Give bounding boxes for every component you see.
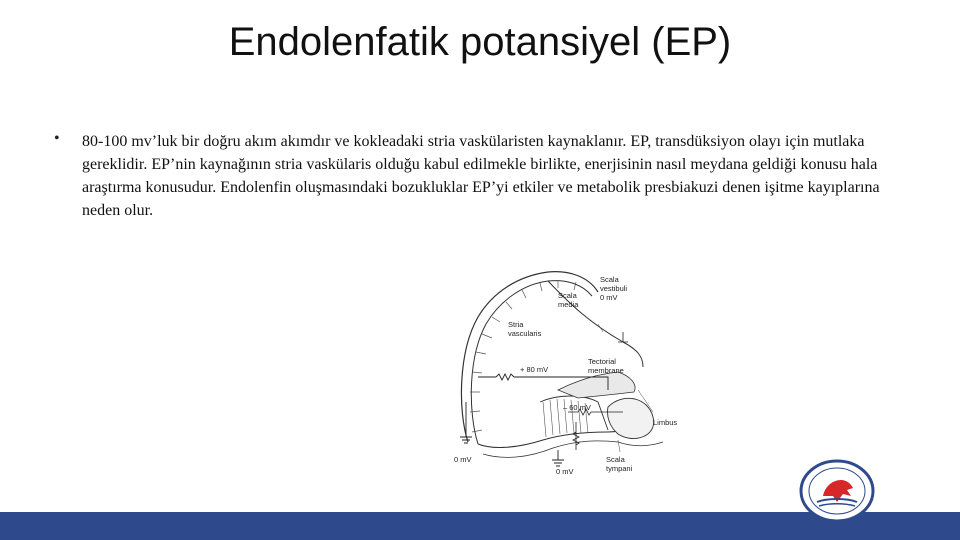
label-scala-vestibuli-2: vestibuli — [600, 284, 628, 293]
university-seal-icon — [797, 458, 877, 524]
label-limbus: Limbus — [653, 418, 678, 427]
label-ground-left: 0 mV — [454, 455, 472, 464]
label-stria-2: vascularis — [508, 329, 542, 338]
label-scala-media-2: media — [558, 300, 579, 309]
slide-title: Endolenfatik potansiyel (EP) — [228, 20, 732, 64]
bullet-icon: • — [54, 130, 60, 147]
label-scala-tympani-2: tympani — [606, 464, 633, 473]
cochlea-diagram — [448, 262, 698, 484]
label-sv-potential: 0 mV — [600, 293, 618, 302]
bullet-text: 80-100 mv’luk bir doğru akım akımdır ve kokleadaki stria vaskülaristen kaynaklanır. EP, transdüksiyon olayı için mutlaka gereklidir. EP’nin kaynağının stria vaskülaris olduğu kabul edilmekle birlikte, enerjisinin nasıl meydana geldiği konusu hala araştırma konusudur. Endolenfin oluşmasındaki bozukluklar EP’yi etkiler ve metabolik presbiakuzi denen işitme kayıplarına neden olur. — [82, 133, 880, 219]
label-ground-bottom: 0 mV — [556, 467, 574, 476]
label-tectorial: Tectorial — [588, 357, 616, 366]
label-scala-media: Scala — [558, 291, 577, 300]
label-scala-vestibuli: Scala — [600, 275, 619, 284]
label-scala-tympani: Scala — [606, 455, 625, 464]
label-tectorial-2: membrane — [588, 366, 624, 375]
label-hair-cell-potential: – 60 mV — [563, 403, 591, 412]
label-stria: Stria — [508, 320, 524, 329]
label-ep-potential: + 80 mV — [520, 365, 549, 374]
